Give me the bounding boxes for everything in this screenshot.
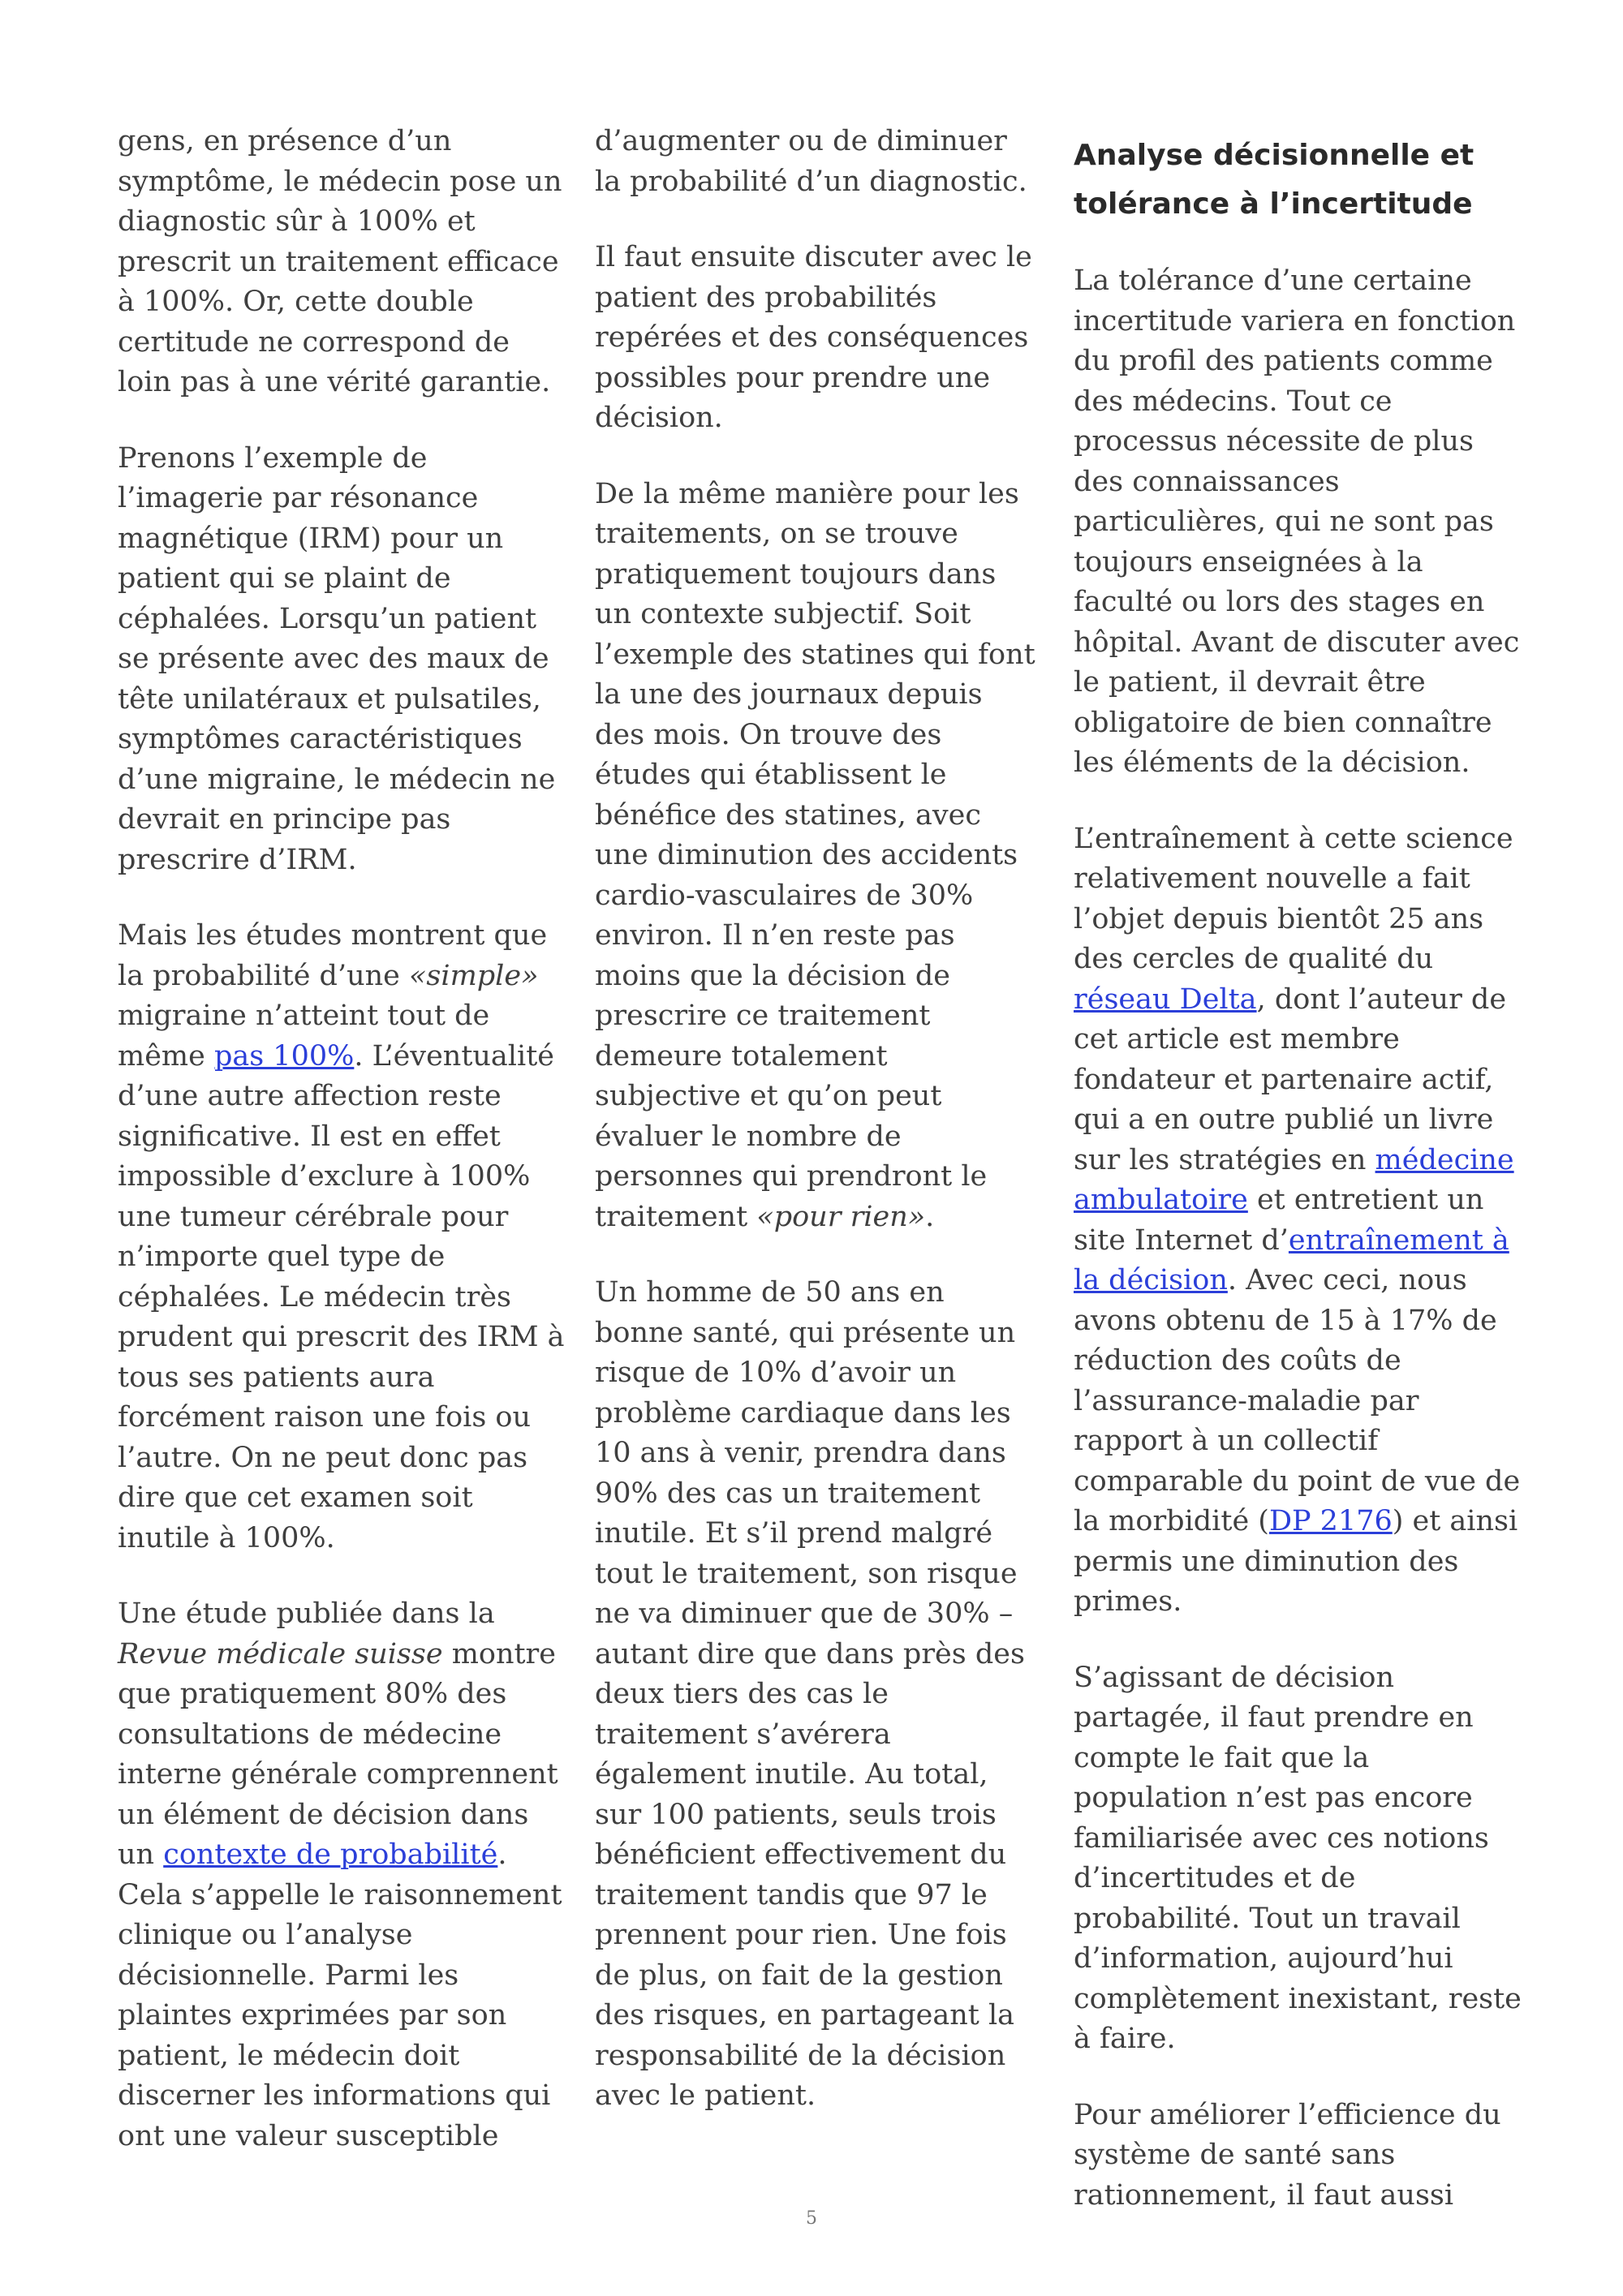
paragraph-text: L’entraînement à cette science relativement nouvelle a fait l’objet depuis bientôt 25 ans des cercles de qualité du bbox=[1074, 822, 1513, 975]
paragraph bbox=[1074, 261, 1524, 784]
emphasis-text: «simple» bbox=[409, 959, 539, 992]
paragraph bbox=[1074, 1658, 1524, 2060]
link-dp-2176[interactable]: DP 2176 bbox=[1268, 1505, 1393, 1537]
paragraph-text: montre que pratiquement 80% des consultations de médecine interne générale comprennent un élément de décision dans un bbox=[118, 1637, 558, 1871]
paragraph-text: . L’éventualité d’une autre affection reste significative. Il est en effet impossible d’exclure à 100% une tumeur cérébrale pour n’importe quel type de céphalées. Le médecin très prudent qui prescrit des IRM à tous ses patients aura forcément raison une fois ou l’autre. On ne peut donc pas dire que cet examen soit inutile à 100%. bbox=[118, 1039, 565, 1554]
paragraph-text: ) et ainsi permis une diminution des primes. bbox=[1074, 1505, 1518, 1618]
paragraph-text: . bbox=[925, 1200, 935, 1233]
section-heading: Analyse décisionnelle et tolérance à l’incertitude bbox=[1074, 139, 1474, 221]
emphasis-text: «pour rien» bbox=[756, 1200, 926, 1233]
link-entrainement-decision[interactable]: entraînement à la décision bbox=[1074, 1223, 1509, 1296]
paragraph-text: Pour améliorer l’efficience du système de santé sans rationnement, il faut aussi bbox=[1074, 2098, 1501, 2212]
text-column-2 bbox=[595, 122, 1037, 2117]
paragraph-text: La tolérance d’une certaine incertitude variera en fonction du profil des patients comme des médecins. Tout ce processus nécessite de plus des connaissances particulières, qui ne sont pas toujours enseignées à la faculté ou lors des stages en hôpital. Avant de discuter avec le patient, il devrait être obligatoire de bien connaître les éléments de la décision. bbox=[1074, 264, 1520, 779]
paragraph-text: et entretient un site Internet d’ bbox=[1074, 1184, 1484, 1257]
paragraph-text: d’augmenter ou de diminuer la probabilité d’un diagnostic. bbox=[595, 125, 1027, 198]
link-medecine-ambulatoire[interactable]: médecine ambulatoire bbox=[1074, 1143, 1514, 1216]
paragraph bbox=[118, 122, 568, 403]
paragraph-text: Il faut ensuite discuter avec le patient des probabilités repérées et des conséquences possibles pour prendre une décision. bbox=[595, 241, 1032, 434]
emphasis-text: Revue médicale suisse bbox=[118, 1637, 443, 1670]
paragraph bbox=[595, 122, 1037, 202]
text-column-1 bbox=[118, 122, 568, 2156]
page-number: 5 bbox=[806, 2208, 817, 2229]
link-pas-100[interactable]: pas 100% bbox=[213, 1039, 355, 1073]
paragraph bbox=[118, 439, 568, 881]
paragraph-text: . Cela s’appelle le raisonnement clinique ou l’analyse décisionnelle. Parmi les plaintes exprimées par son patient, le médecin doit discerner les informations qui ont une valeur susceptible bbox=[118, 1838, 562, 2152]
paragraph bbox=[595, 1273, 1037, 2117]
paragraph-text: gens, en présence d’un symptôme, le médecin pose un diagnostic sûr à 100% et prescrit un traitement efficace à 100%. Or, cette double certitude ne correspond de loin pas à une vérité garantie. bbox=[118, 125, 562, 398]
paragraph bbox=[118, 1594, 568, 2156]
paragraph-text: Mais les études montrent que la probabilité d’une bbox=[118, 919, 548, 992]
paragraph-text: , dont l’auteur de cet article est membre fondateur et partenaire actif, qui a en outre publié un livre sur les stratégies en bbox=[1074, 982, 1507, 1176]
paragraph-text: migraine n’atteint tout de même bbox=[118, 1000, 490, 1073]
paragraph-text: De la même manière pour les traitements, on se trouve pratiquement toujours dans un contexte subjectif. Soit l’exemple des statines qui font la une des journaux depuis des mois. On trouve des études qui établissent le bénéfice des statines, avec une diminution des accidents cardio-vasculaires de 30% environ. Il n’en reste pas moins que la décision de prescrire ce traitement demeure totalement subjective et qu’on peut évaluer le nombre de personnes qui prendront le traitement bbox=[595, 477, 1035, 1233]
paragraph bbox=[1074, 2096, 1524, 2216]
paragraph bbox=[118, 916, 568, 1559]
text-column-3 bbox=[1074, 122, 1524, 2216]
paragraph bbox=[595, 475, 1037, 1238]
link-contexte-de-probabilite[interactable]: contexte de probabilité bbox=[163, 1838, 498, 1871]
paragraph bbox=[595, 238, 1037, 439]
paragraph bbox=[1074, 819, 1524, 1623]
paragraph-text: Une étude publiée dans la bbox=[118, 1597, 495, 1630]
paragraph-text: Un homme de 50 ans en bonne santé, qui présente un risque de 10% d’avoir un problème cardiaque dans les 10 ans à venir, prendra dans 90% des cas un traitement inutile. Et s’il prend malgré tout le traitement, son risque ne va diminuer que de 30% – autant dire que dans près des deux tiers des cas le traitement s’avérera également inutile. Au total, sur 100 patients, seuls trois bénéficient effectivement du traitement tandis que 97 le prennent pour rien. Une fois de plus, on fait de la gestion des risques, en partageant la responsabilité de la décision avec le patient. bbox=[595, 1276, 1025, 2112]
link-reseau-delta[interactable]: réseau Delta bbox=[1074, 982, 1257, 1016]
paragraph-text: . Avec ceci, nous avons obtenu de 15 à 17% de réduction des coûts de l’assurance-maladie par rapport à un collectif comparable du point de vue de la morbidité ( bbox=[1074, 1264, 1521, 1537]
paragraph-text: Prenons l’exemple de l’imagerie par résonance magnétique (IRM) pour un patient qui se plaint de céphalées. Lorsqu’un patient se présente avec des maux de tête unilatéraux et pulsatiles, symptômes caractéristiques d’une migraine, le médecin ne devrait en principe pas prescrire d’IRM. bbox=[118, 441, 556, 876]
paragraph-text: S’agissant de décision partagée, il faut prendre en compte le fait que la population n’est pas encore familiarisée avec ces notions d’incertitudes et de probabilité. Tout un travail d’information, aujourd’hui complètement inexistant, reste à faire. bbox=[1074, 1661, 1522, 2055]
